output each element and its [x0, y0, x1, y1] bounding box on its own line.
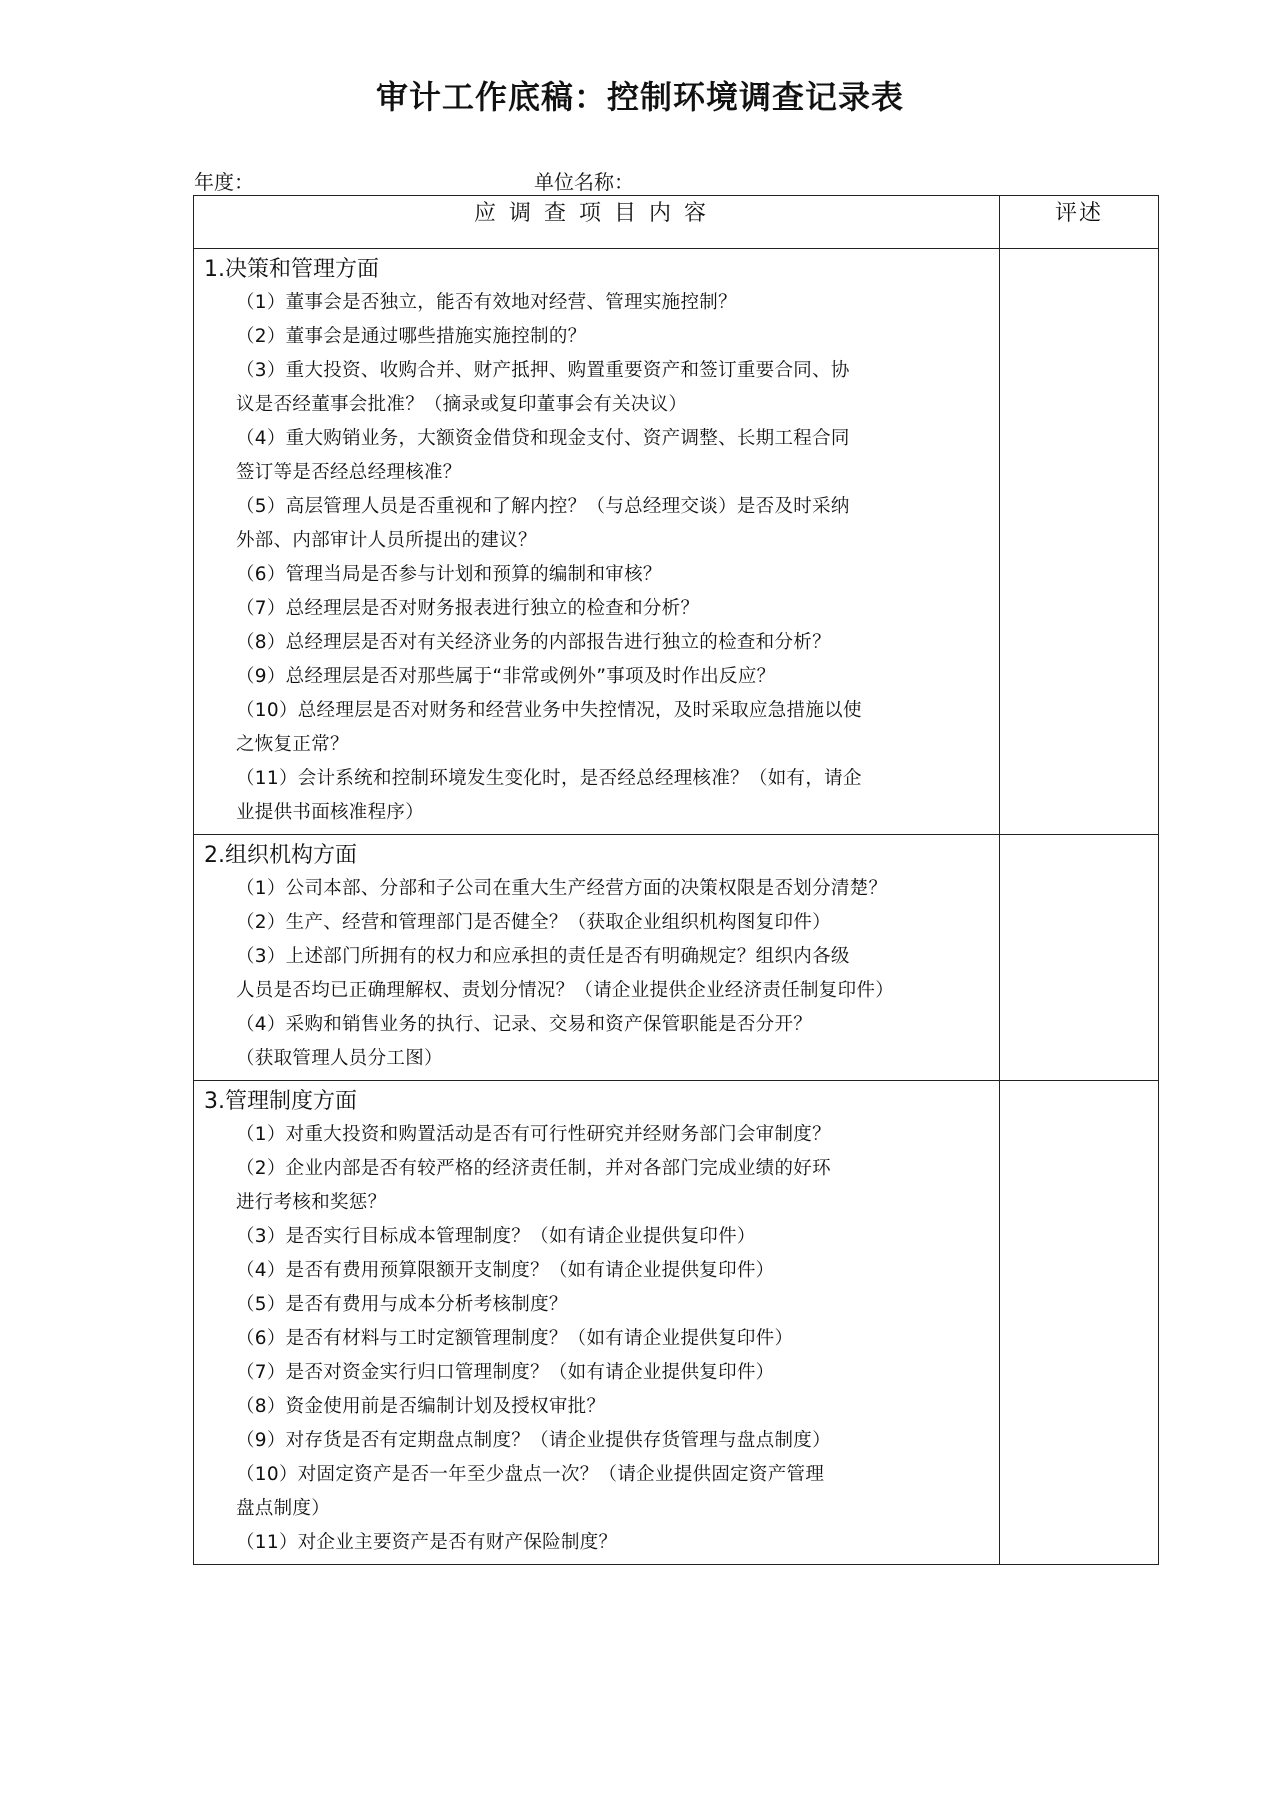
- question-item: [236, 354, 989, 422]
- question-text: （8）总经理层是否对有关经济业务的内部报告进行独立的检查和分析？: [236, 632, 831, 653]
- question-text: （9）对存货是否有定期盘点制度？（请企业提供存货管理与盘点制度）: [236, 1430, 831, 1451]
- question-text: （11）会计系统和控制环境发生变化时，是否经总经理核准？（如有，请企: [236, 768, 862, 789]
- section-title: 2.组织机构方面: [204, 843, 357, 868]
- question-item: [236, 1288, 989, 1322]
- year-label: 年度：: [194, 170, 254, 194]
- header-comment: 评述: [1000, 196, 1159, 249]
- question-text: （2）企业内部是否有较严格的经济责任制，并对各部门完成业绩的好环: [236, 1158, 831, 1179]
- question-item: [236, 626, 989, 660]
- question-text: （1）对重大投资和购置活动是否有可行性研究并经财务部门会审制度？: [236, 1124, 831, 1145]
- question-text-continued: 签订等是否经总经理核准？: [236, 462, 462, 483]
- question-text-continued: 外部、内部审计人员所提出的建议？: [236, 530, 537, 551]
- comment-cell[interactable]: [1000, 1081, 1159, 1565]
- question-text: （3）是否实行目标成本管理制度？（如有请企业提供复印件）: [236, 1226, 756, 1247]
- table-header-row: [194, 196, 1159, 249]
- question-text: （7）是否对资金实行归口管理制度？（如有请企业提供复印件）: [236, 1362, 775, 1383]
- question-text: （1）董事会是否独立，能否有效地对经营、管理实施控制？: [236, 292, 737, 313]
- section-title: 3.管理制度方面: [204, 1089, 357, 1114]
- question-item: [236, 1322, 989, 1356]
- question-item: [236, 1458, 989, 1526]
- question-text: （7）总经理层是否对财务报表进行独立的检查和分析？: [236, 598, 700, 619]
- question-item: [236, 660, 989, 694]
- question-item: [236, 906, 989, 940]
- question-item: [236, 940, 989, 1008]
- question-text-continued: 人员是否均已正确理解权、责划分情况？（请企业提供企业经济责任制复印件）: [236, 980, 895, 1001]
- question-text-continued: 进行考核和奖惩？: [236, 1192, 387, 1213]
- question-text: （4）重大购销业务，大额资金借贷和现金支付、资产调整、长期工程合同: [236, 428, 850, 449]
- question-text: （11）对企业主要资产是否有财产保险制度？: [236, 1532, 618, 1553]
- question-item: [236, 1118, 989, 1152]
- question-text: （3）上述部门所拥有的权力和应承担的责任是否有明确规定？组织内各级: [236, 946, 850, 967]
- question-text-continued: 议是否经董事会批准？（摘录或复印董事会有关决议）: [236, 394, 688, 415]
- section-content-cell: [194, 835, 1000, 1081]
- question-item: [236, 694, 989, 762]
- question-text: （2）董事会是通过哪些措施实施控制的？: [236, 326, 587, 347]
- section-content-cell: [194, 1081, 1000, 1565]
- question-text-continued: 之恢复正常？: [236, 734, 349, 755]
- question-text: （10）对固定资产是否一年至少盘点一次？（请企业提供固定资产管理: [236, 1464, 825, 1485]
- question-text-continued: 业提供书面核准程序）: [236, 802, 425, 823]
- question-list: [194, 286, 999, 834]
- sections-body: [194, 249, 1159, 1565]
- question-item: [236, 872, 989, 906]
- section-row: [194, 1081, 1159, 1565]
- question-item: [236, 1390, 989, 1424]
- question-item: [236, 1424, 989, 1458]
- question-text-continued: （获取管理人员分工图）: [236, 1048, 443, 1069]
- question-item: [236, 1220, 989, 1254]
- section-title: 1.决策和管理方面: [204, 257, 379, 282]
- section-row: [194, 249, 1159, 835]
- question-item: [236, 320, 989, 354]
- question-list: [194, 1118, 999, 1564]
- question-text: （9）总经理层是否对那些属于“非常或例外”事项及时作出反应？: [236, 666, 776, 687]
- question-list: [194, 872, 999, 1080]
- header-content: 应调查项目内容: [194, 196, 1000, 249]
- comment-cell[interactable]: [1000, 835, 1159, 1081]
- section-row: [194, 835, 1159, 1081]
- unit-name-label: 单位名称：: [534, 170, 634, 194]
- survey-table: [193, 195, 1159, 1565]
- section-content-cell: [194, 249, 1000, 835]
- question-item: [236, 422, 989, 490]
- meta-row: [194, 166, 1154, 194]
- page-title: 审计工作底稿：控制环境调查记录表: [375, 78, 904, 116]
- question-text: （6）管理当局是否参与计划和预算的编制和审核？: [236, 564, 662, 585]
- question-text: （8）资金使用前是否编制计划及授权审批？: [236, 1396, 606, 1417]
- question-text: （5）是否有费用与成本分析考核制度？: [236, 1294, 568, 1315]
- question-text: （6）是否有材料与工时定额管理制度？（如有请企业提供复印件）: [236, 1328, 794, 1349]
- question-text: （5）高层管理人员是否重视和了解内控？（与总经理交谈）是否及时采纳: [236, 496, 850, 517]
- question-item: [236, 490, 989, 558]
- question-item: [236, 1356, 989, 1390]
- question-text: （4）是否有费用预算限额开支制度？（如有请企业提供复印件）: [236, 1260, 775, 1281]
- question-text: （10）总经理层是否对财务和经营业务中失控情况，及时采取应急措施以使: [236, 700, 862, 721]
- question-text: （4）采购和销售业务的执行、记录、交易和资产保管职能是否分开？: [236, 1014, 813, 1035]
- question-item: [236, 1008, 989, 1076]
- question-text: （3）重大投资、收购合并、财产抵押、购置重要资产和签订重要合同、协: [236, 360, 850, 381]
- question-item: [236, 1152, 989, 1220]
- question-item: [236, 558, 989, 592]
- question-item: [236, 286, 989, 320]
- question-text-continued: 盘点制度）: [236, 1498, 331, 1519]
- question-item: [236, 592, 989, 626]
- question-text: （1）公司本部、分部和子公司在重大生产经营方面的决策权限是否划分清楚？: [236, 878, 888, 899]
- question-text: （2）生产、经营和管理部门是否健全？（获取企业组织机构图复印件）: [236, 912, 831, 933]
- question-item: [236, 1526, 989, 1560]
- comment-cell[interactable]: [1000, 249, 1159, 835]
- question-item: [236, 1254, 989, 1288]
- question-item: [236, 762, 989, 830]
